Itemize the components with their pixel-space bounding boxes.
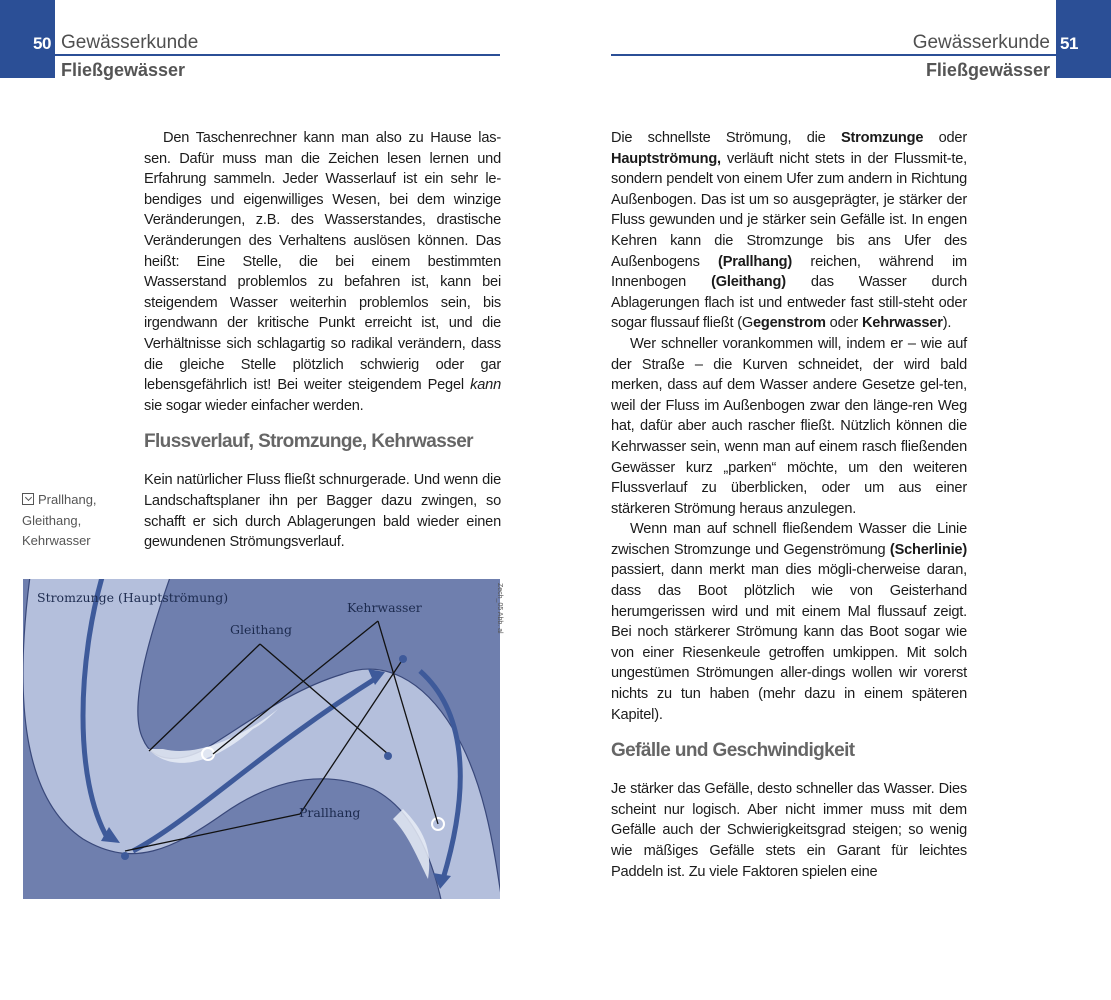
label-stromzunge: Stromzunge (Hauptströmung) <box>37 589 229 605</box>
right-page <box>555 0 1111 1000</box>
paragraph-scherlinie: Wenn man auf schnell fließendem Wasser die Linie zwischen Stromzunge und Gegenströmung (Scherlinie) passiert, dann merkt man dies mögli-cherweise daran, dass das Boot plötzlich wie von Geisterhand herumgerissen wird und mit einem Mal flussauf zeigt. Bei noch stärkerer Strömung kann das Boot sogar wie von einer Riesenkeule getroffen umkippen. Mit solch ungestümen Strömungen aller-dings wollen wir vorerst nichts zu tun haben (mehr dazu in einem späteren Kapitel). <box>611 521 967 723</box>
figure-block <box>23 579 503 899</box>
margin-note-line: Prallhang, <box>38 492 97 508</box>
body-paragraph-gefaelle <box>611 779 967 882</box>
page-number: 51 <box>1060 34 1078 53</box>
label-kehrwasser: Kehrwasser <box>347 599 422 615</box>
running-header-title: Gewässerkunde <box>61 32 199 53</box>
paragraph-kurven: Wer schneller vorankommen will, indem er – wie auf der Straße – die Kurven schneidet, der wird bald merken, dass auf dem Wasser andere Gesetze gel-ten, weil der Fluss im Außenbogen zwar den länge-ren Weg hat, dafür aber auch rascher fließt. Nützlich können die Kehrwasser sein, wenn man auf einem rasch fließenden Gewässer kurz „parken“ möchte, um den weiteren Flussverlauf zu überblicken, oder um aus einer stärkeren Strömung heraus anzulegen. <box>611 335 967 517</box>
right-text-column <box>611 128 967 882</box>
body-paragraph-1 <box>144 128 501 416</box>
paragraph-text: Kein natürlicher Fluss fließt schnurgerade. Und wenn die Landschaftsplaner ihn per Bagger dazu zwingen, so schafft er sich durch Ablagerungen bald wieder einen gewundenen Strömungsverlauf. <box>144 472 501 551</box>
paragraph-text: Je stärker das Gefälle, desto schneller das Wasser. Dies scheint nur logisch. Aber nicht immer muss mit dem Gefälle auch der Schwierigkeitsgrad steigen; so wenig wie mäßiges Gefälle stets ein Garant für leichtes Paddeln ist. Zu viele Faktoren spielen eine <box>611 781 967 880</box>
river-bend-illustration <box>23 579 500 899</box>
prallhang-marker <box>399 655 407 663</box>
paragraph-text-end: sie sogar wieder einfacher werden. <box>144 397 364 414</box>
running-header-subtitle: Fließgewässer <box>925 60 1050 80</box>
label-gleithang: Gleithang <box>230 621 292 637</box>
paragraph-2-block <box>22 470 501 552</box>
body-paragraph-2 <box>144 470 501 552</box>
prallhang-marker <box>121 852 129 860</box>
margin-note-line: Gleithang, <box>22 512 82 528</box>
gleithang-marker <box>384 752 392 760</box>
margin-note <box>22 490 122 552</box>
chevron-down-box-icon <box>22 493 34 505</box>
running-header-subtitle: Fließgewässer <box>61 60 186 80</box>
figure-credit: Zech_05 Abb. al <box>496 582 503 634</box>
paragraph-stromzunge: Die schnellste Strömung, die Stromzunge oder Hauptströmung, verläuft nicht stets in der Flussmit-te, sondern pendelt von einem Ufer zum andern in Richtung Außenbogen. Das ist um so ausgeprägter, je stärker der Fluss gewunden und je stärker sein Gefälle ist. In engen Kehren kann die Stromzunge bis ans Ufer des Außenbogens (Prallhang) reichen, während im Innenbogen (Gleithang) das Wasser durch Ablagerungen flach ist und entweder fast still-steht oder sogar flussauf fließt (Gegenstrom oder Kehrwasser). <box>611 130 968 332</box>
label-prallhang: Prallhang <box>299 804 361 820</box>
header-rule <box>0 54 500 56</box>
running-header-title: Gewässerkunde <box>912 32 1050 53</box>
margin-note-line: Kehrwasser <box>22 533 91 549</box>
section-heading: Gefälle und Geschwindigkeit <box>611 740 855 762</box>
page-number: 50 <box>33 34 51 53</box>
emphasis-text: kann <box>470 377 501 394</box>
section-heading: Flussverlauf, Stromzunge, Kehrwasser <box>144 431 473 453</box>
body-text-column <box>611 128 967 725</box>
header-rule <box>611 54 1056 56</box>
paragraph-text: Den Taschenrechner kann man also zu Hause las-sen. Dafür muss man die Zeichen lesen lernen und Erfahrung sammeln. Jeder Wasserlauf ist ein sehr le-bendiges und eigenwilliges Wesen, bei dem winzige Veränderungen, z.B. des Wasserstandes, drastische Veränderungen des Verhaltens auslösen können. Das heißt: Eine Stelle, die bei einem bestimmten Wasserstand problemlos zu befahren ist, kann bei steigendem Wasser weiterhin problemlos sein, bis irgendwann der kritische Punkt erreicht ist, und die Verhältnisse sich schlagartig so radikal verändern, dass die gleiche Stelle plötzlich schwierig oder gar lebensgefährlich ist! Bei weiter steigendem Pegel <box>144 130 501 394</box>
left-text-column <box>22 128 503 899</box>
left-page <box>0 0 555 1000</box>
